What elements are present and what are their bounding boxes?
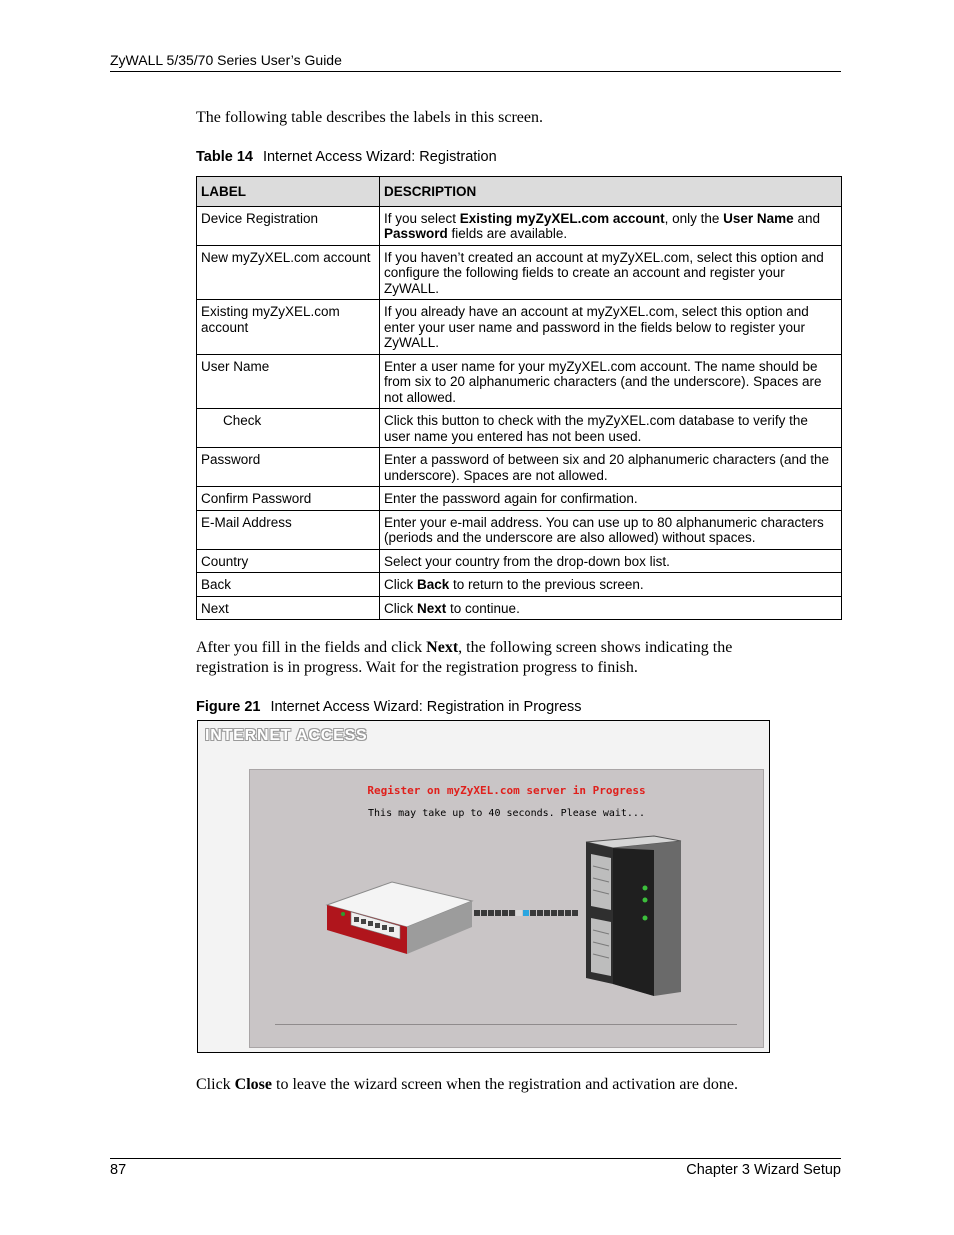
description-text: Enter a user name for your myZyXEL.com account. The name should be from six to 20 alphanumeric characters (and the underscore). Spaces are not allowed. — [384, 358, 822, 405]
table-caption-title: Internet Access Wizard: Registration — [262, 149, 497, 165]
closing-text-end: to leave the wizard screen when the registration and activation are done. — [272, 1076, 739, 1093]
internet-access-screen-title: INTERNET ACCESS — [205, 727, 368, 744]
table-caption-number: Table 14 — [196, 149, 253, 165]
after-text-bold: Next — [426, 639, 459, 656]
description-bold-term: User Name — [723, 210, 794, 226]
description-bold-term: Existing myZyXEL.com account — [459, 210, 665, 226]
row-description — [380, 206, 842, 245]
table-body — [197, 206, 842, 620]
closing-text-start: Click — [196, 1076, 235, 1093]
table-row — [197, 354, 842, 409]
row-label: Country — [197, 549, 380, 573]
wait-message: This may take up to 40 seconds. Please wait... — [368, 808, 645, 819]
row-label: Confirm Password — [197, 487, 380, 511]
table-row — [197, 573, 842, 597]
chapter-title: Chapter 3 Wizard Setup — [686, 1162, 841, 1178]
panel-divider — [275, 1024, 737, 1025]
row-description — [380, 487, 842, 511]
description-text: Click — [384, 600, 417, 616]
row-description — [380, 354, 842, 409]
progress-bar — [474, 910, 578, 916]
description-text: If you haven’t created an account at myZyXEL.com, select this option and configure the following fields to create an account and register your ZyWALL. — [384, 249, 824, 296]
table-row — [197, 409, 842, 448]
table-header-row — [197, 177, 842, 207]
table-row — [197, 206, 842, 245]
table-caption — [196, 149, 497, 165]
row-description — [380, 409, 842, 448]
description-text: Enter the password again for confirmation. — [384, 491, 638, 506]
table-row — [197, 300, 842, 355]
row-label: Device Registration — [197, 206, 380, 245]
figure-caption-number: Figure 21 — [196, 699, 261, 715]
description-text: If you already have an account at myZyXEL.com, select this option and enter your user name and password in the fields below to register your ZyWALL. — [384, 304, 809, 350]
table-row — [197, 448, 842, 487]
row-description — [380, 596, 842, 620]
closing-text-bold: Close — [234, 1076, 272, 1093]
closing-paragraph — [196, 1075, 738, 1095]
table-row — [197, 510, 842, 549]
description-text: If you select — [384, 210, 460, 226]
registration-status-text: Register on myZyXEL.com server in Progress — [367, 784, 646, 797]
row-description — [380, 245, 842, 300]
row-label: User Name — [197, 354, 380, 409]
header-rule — [110, 71, 841, 72]
description-text: to continue. — [446, 600, 520, 616]
description-text: , only the — [664, 210, 724, 226]
description-text: Click — [384, 577, 417, 592]
column-header-description: DESCRIPTION — [380, 177, 842, 207]
description-text: fields are available. — [447, 226, 568, 241]
intro-paragraph: The following table describes the labels in this screen. — [196, 109, 544, 126]
registration-progress-screenshot — [197, 720, 770, 1053]
page-number: 87 — [110, 1162, 127, 1178]
column-header-label: LABEL — [197, 177, 380, 207]
row-label: Next — [197, 596, 380, 620]
row-label: Check — [197, 409, 380, 448]
description-text: Click this button to check with the myZyXEL.com database to verify the user name you entered has not been used. — [384, 413, 808, 444]
description-text: and — [793, 210, 820, 226]
figure-caption-title: Internet Access Wizard: Registration in Progress — [270, 699, 582, 715]
figure-caption — [196, 699, 582, 715]
progress-panel — [249, 769, 764, 1048]
row-description — [380, 549, 842, 573]
description-text: Enter a password of between six and 20 alphanumeric characters (and the underscore). Spaces are not allowed. — [384, 452, 830, 483]
footer-rule — [110, 1158, 841, 1159]
row-label: Existing myZyXEL.com account — [197, 300, 380, 355]
description-text: Enter your e-mail address. You can use up to 80 alphanumeric characters (periods and the underscore are also allowed) without spaces. — [384, 514, 824, 545]
after-fill-paragraph — [196, 638, 796, 678]
table-row — [197, 487, 842, 511]
table-row — [197, 245, 842, 300]
row-label: E-Mail Address — [197, 510, 380, 549]
router-icon — [327, 882, 472, 954]
row-description — [380, 510, 842, 549]
after-text-end: , the following screen shows indicating the registration is in progress. Wait for the registration progress to finish. — [196, 639, 733, 676]
row-label: New myZyXEL.com account — [197, 245, 380, 300]
row-description — [380, 300, 842, 355]
table-row — [197, 549, 842, 573]
row-description — [380, 448, 842, 487]
row-label: Password — [197, 448, 380, 487]
description-bold-term: Next — [417, 600, 447, 616]
label-description-table — [196, 176, 842, 620]
network-illustration — [250, 770, 763, 1047]
after-text-start: After you fill in the fields and click — [196, 639, 427, 656]
description-bold-term: Back — [417, 577, 450, 592]
server-icon — [586, 836, 681, 996]
description-text: Select your country from the drop-down box list. — [384, 553, 670, 569]
row-label: Back — [197, 573, 380, 597]
running-header-title: ZyWALL 5/35/70 Series User’s Guide — [110, 52, 342, 68]
description-text: to return to the previous screen. — [449, 577, 644, 592]
table-row — [197, 596, 842, 620]
description-bold-term: Password — [384, 226, 448, 241]
row-description — [380, 573, 842, 597]
